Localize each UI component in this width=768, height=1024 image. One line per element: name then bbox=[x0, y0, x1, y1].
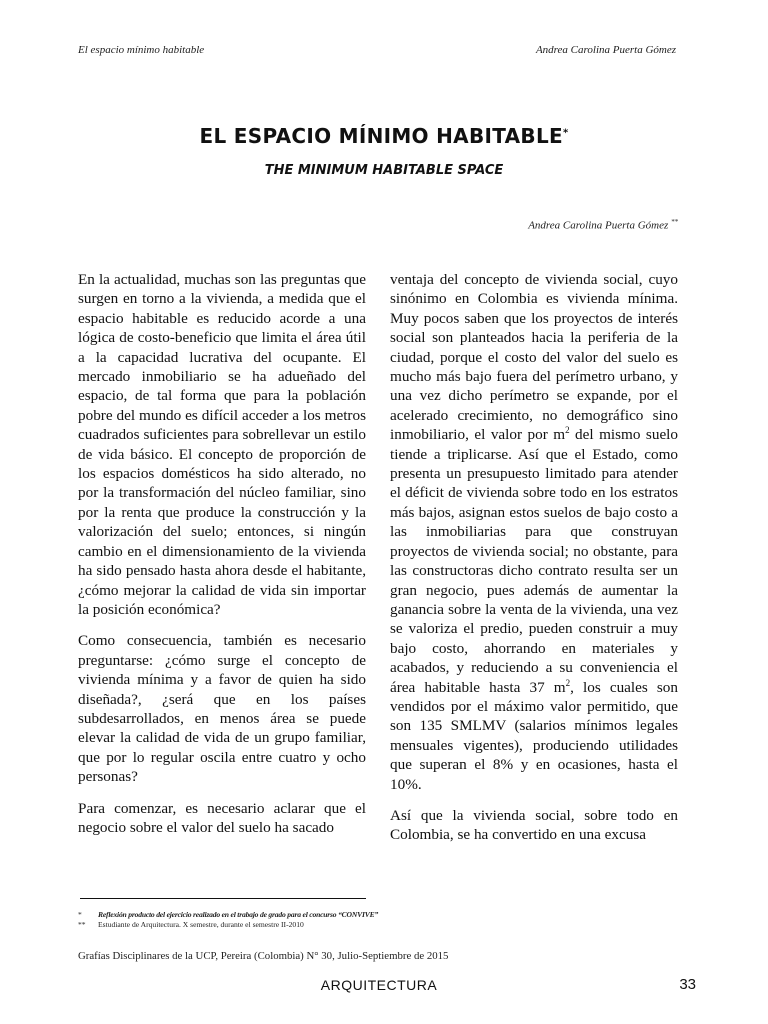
right-paragraph-1-part-c: , los cuales son vendidos por el máximo valor permitido, que son 135 SMLMV (salarios mínimos legales mensuales vigentes), produciendo utilidades que superan el 8% y en ocasiones, hasta el 10%. bbox=[390, 678, 678, 793]
superscript-2: 2 bbox=[565, 425, 570, 436]
running-header-right: Andrea Carolina Puerta Gómez bbox=[535, 44, 676, 56]
right-paragraph-1 bbox=[390, 270, 678, 794]
left-paragraph-2: Como consecuencia, también es necesario preguntarse: ¿cómo surge el concepto de vivienda mínima y a favor de quien ha sido diseñada?, ¿será que en los países subdesarrollados, en menos área se puede elevar la calidad de vida de un grupo familiar, que por lo regular oscila entre cuatro y ocho personas? bbox=[78, 632, 366, 786]
footnote-text: Estudiante de Arquitectura. X semestre, durante el semestre II-2010 bbox=[98, 920, 304, 929]
section-name: ARQUITECTURA bbox=[320, 977, 438, 993]
footnote-mark: * bbox=[78, 910, 82, 919]
article-title-text: EL ESPACIO MÍNIMO HABITABLE bbox=[199, 124, 563, 148]
title-footnote-mark: * bbox=[562, 127, 569, 139]
article-subtitle: THE MINIMUM HABITABLE SPACE bbox=[264, 163, 504, 178]
superscript-2: 2 bbox=[565, 677, 571, 688]
author-line bbox=[528, 218, 678, 232]
footnote-mark: ** bbox=[78, 920, 86, 929]
page-number: 33 bbox=[679, 976, 696, 993]
footnote-divider bbox=[80, 898, 366, 899]
footnote-item bbox=[78, 910, 598, 920]
left-paragraph-3: Para comenzar, es necesario aclarar que el negocio sobre el valor del suelo ha sacado bbox=[78, 799, 366, 836]
footnote-item bbox=[78, 920, 598, 930]
left-column bbox=[78, 270, 366, 849]
footnotes bbox=[78, 910, 598, 930]
journal-citation: Grafías Disciplinares de la UCP, Pereira (Colombia) N° 30, Julio-Septiembre de 2015 bbox=[78, 950, 449, 962]
right-paragraph-1-part-a: ventaja del concepto de vivienda social, cuyo sinónimo en Colombia es vivienda mínima. Muy pocos saben que los proyectos de interés social son planteados hacia la periferia de la ciudad, porque el costo del valor del suelo es mucho más bajo fuera del perímetro urbano, y una vez dicho perímetro se expande, por el acelerado crecimiento, no demográfico sino inmobiliario, el valor por m bbox=[390, 271, 678, 444]
article-title bbox=[0, 124, 768, 148]
right-paragraph-2: Así que la vivienda social, sobre todo en Colombia, se ha convertido en una excusa bbox=[390, 806, 678, 844]
running-header-left: El espacio mínimo habitable bbox=[78, 44, 205, 56]
footnote-text: Reflexión producto del ejercicio realizado en el trabajo de grado para el concurso “CONVIVE” bbox=[98, 910, 379, 919]
running-header bbox=[78, 44, 676, 56]
right-column bbox=[390, 270, 678, 857]
right-paragraph-1-part-b: del mismo suelo tiende a triplicarse. Así que el Estado, como presenta un presupuesto limitado para atender el déficit de vivienda sobre todo en los estratos más bajos, asignan estos suelos de bajo costo a las inmobiliarias para que construyan proyectos de vivienda social; no obstante, para las constructoras dicho contrato resulta ser un gran negocio, pues además de aumentar la ganancia sobre la venta de la vivienda, una vez se valoriza el predio, pueden construir a muy bajo costo, ahorrando en materiales y acabados, y reduciendo a su conveniencia el área habitable hasta 37 m bbox=[390, 426, 678, 696]
author-footnote-mark: ** bbox=[671, 218, 678, 226]
author-name: Andrea Carolina Puerta Gómez bbox=[528, 219, 669, 232]
left-paragraph-1: En la actualidad, muchas son las preguntas que surgen en torno a la vivienda, a medida que el espacio habitable es reducido acorde a una lógica de costo-beneficio que limita el área útil a la capacidad lucrativa del ocupante. El mercado inmobiliario se ha adueñado del espacio, de tal forma que para la población pobre del mundo es difícil acceder a los metros cuadrados suficientes para sobrellevar un estilo de vida básico. El concepto de proporción de los espacios domésticos ha sido alterado, no por la transformación del núcleo familiar, sino por la renta que produce la construcción y la valorización del suelo; entonces, si ningún cambio en el dimensionamiento de la vivienda ha sido pensado hasta ahora desde el habitante, ¿cómo mejorar la calidad de vida sin importar la posición económica? bbox=[78, 271, 366, 618]
